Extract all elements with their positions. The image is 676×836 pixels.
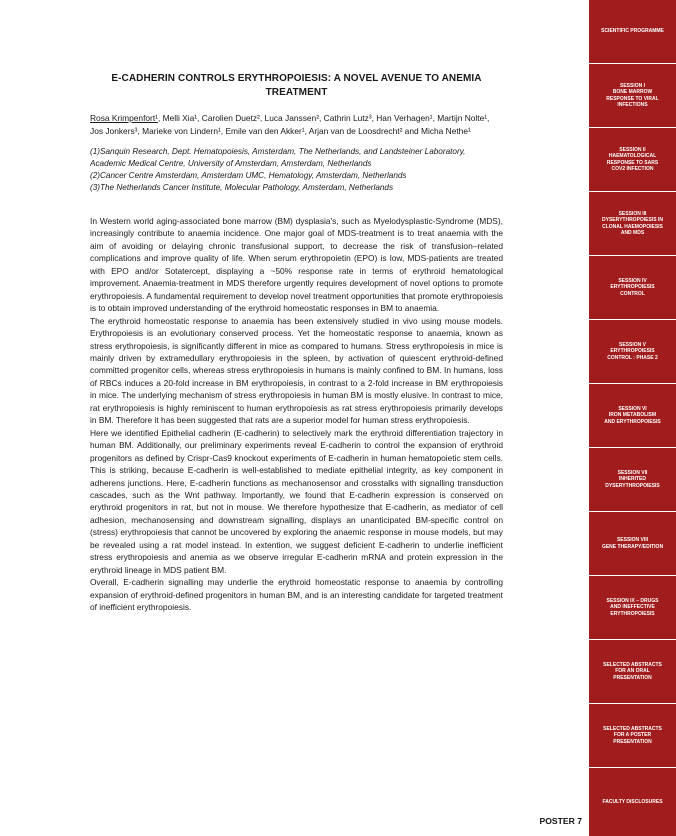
presenting-author: Rosa Krimpenfort¹ <box>90 113 158 123</box>
author-list <box>90 112 503 137</box>
nav-selected-poster[interactable]: SELECTED ABSTRACTS FOR A POSTER PRESENTATION <box>589 704 676 768</box>
nav-session-8[interactable]: SESSION VIII GENE THERAPY/EDITION <box>589 512 676 576</box>
affiliation-line: Academic Medical Centre, University of Amsterdam, Amsterdam, Netherlands <box>90 159 372 168</box>
nav-session-5[interactable]: SESSION V ERYTHROPOIESIS CONTROL : PHASE 2 <box>589 320 676 384</box>
abstract <box>90 72 503 614</box>
nav-faculty-disclosures[interactable]: FACULTY DISCLOSURES <box>589 768 676 836</box>
affiliation-line: (3)The Netherlands Cancer Institute, Molecular Pathology, Amsterdam, Netherlands <box>90 183 394 192</box>
affiliation-line: (2)Cancer Centre Amsterdam, Amsterdam UMC, Hematology, Amsterdam, Netherlands <box>90 171 407 180</box>
nav-session-4[interactable]: SESSION IV ERYTHROPOIESIS CONTROL <box>589 256 676 320</box>
abstract-body <box>90 215 503 614</box>
affiliations <box>90 146 503 194</box>
paragraph: The erythroid homeostatic response to anaemia has been extensively studied in vivo using mouse models. Erythropoiesis is an evolutionary conserved process. Yet the homeostatic response to anaemia, known as stress erythropoiesis, is significantly different in mice as compared to humans. Stress erythropoiesis in mice is mainly driven by extramedullary erythropoiesis in the spleen, by activation of quiescent erythroid-defined committed progenitor cells, whereas stress erythropoiesis in humans is mainly confined to BM. In humans, loss of RBCs induces a 20-fold increase in BM erythropoiesis, in contrast to a 2-fold increase in BM erythropoiesis in mice. The underlying mechanism of stress erythropoiesis in human BM is mostly elusive. In contrast to mice, rat erythropoiesis is highly reminiscent to human erythropoiesis as rat stress erythropoiesis primarily develops in BM. Therefore it has been suggested that rats are a superior model for human stress erythropoiesis. <box>90 315 503 426</box>
poster-number: POSTER 7 <box>539 816 582 826</box>
nav-session-9[interactable]: SESSION IX – DRUGS AND INEFFECTIVE ERYTHROPOIESIS <box>589 576 676 640</box>
paragraph: Overall, E-cadherin signalling may underlie the erythroid homeostatic response to anaemia by controlling expansion of erythroid-defined progenitors in human BM, and is an interesting candidate for targeted treatment of inefficient erythropoiesis. <box>90 577 503 613</box>
affiliation-line: (1)Sanquin Research, Dept. Hematopoiesis, Amsterdam, The Netherlands, and Landsteiner Laboratory, <box>90 147 466 156</box>
paragraph: In Western world aging-associated bone marrow (BM) dysplasia's, such as Myelodysplastic-Syndrome (MDS), increasingly contribute to anaemia incidence. One major goal of MDS-treatment is to treat anaemia with the aim of avoiding or delaying chronic transfusional support, to decrease the risk of transfusion–related complications and improve quality of life. When serum erythropoietin (EPO) is low, MDS-patients are treated with EPO and/or Sotatercept, displaying a ~50% response rate in terms of erythroid hematological improvement. Anaemia-treatment in MDS therefore urgently requires development of novel options to promote erythropoiesis. A fundamental requirement to develop novel treatment opportunities that promote erythropoiesis is to obtain improved understanding of the erythroid homeostatic responses in BM to anaemia. <box>90 216 503 314</box>
abstract-title: E-CADHERIN CONTROLS ERYTHROPOIESIS: A NOVEL AVENUE TO ANEMIA TREATMENT <box>111 73 482 98</box>
nav-session-7[interactable]: SESSION VII INHERITED DYSERYTHROPOIESIS <box>589 448 676 512</box>
nav-session-3[interactable]: SESSION III DYSERYTHROPOIESIS IN CLONAL HAEMOPOIESIS AND MDS <box>589 192 676 256</box>
paragraph: Here we identified Epithelial cadherin (E-cadherin) to selectively mark the erythroid differentiation trajectory in human BM. Additionally, our preliminary experiments reveal E-cadherin to control the expansion of erythroid progenitors as defined by Crispr-Cas9 knockout experiments of E-cadherin in human hematopoietic stem cells. This is striking, because E-cadherin is well-established to mediate epithelial integrity, as key component in adherens junctions. Here, E-cadherin functions as mechanosensor and crosstalks with signalling transduction cascades, such as the Wnt pathway. Importantly, we found that E-cadherin expression is conserved on erythroid progenitors in rat, but not in mouse. We therefore hypothesize that E-cadherin, as mediator of cell adhesion, mechanosensing and downstream signalling, displays an unanticipated BM-specific control on (stress) erythropoiesis that cannot be uncovered by exploring the anaemic response in mouse models, but may be revealed using a rat model instead. In extention, we suggest deficient E-cadherin to underlie inefficient stress erythropoiesis and anemia as we observe irregular E-cadherin mRNA and protein expression in the erythroid lineage in MDS patient BM. <box>90 427 503 575</box>
nav-session-1[interactable]: SESSION I BONE MARROW RESPONSE TO VIRAL INFECTIONS <box>589 64 676 128</box>
nav-session-6[interactable]: SESSION VI IRON METABOLISM AND ERYTHROPOIESIS <box>589 384 676 448</box>
session-navigation-sidebar <box>589 0 676 836</box>
nav-selected-oral[interactable]: SELECTED ABSTRACTS FOR AN ORAL PRESENTATION <box>589 640 676 704</box>
co-authors: , Melli Xia¹, Carolien Duetz², Luca Janssen², Cathrin Lutz³, Han Verhagen¹, Martijn Nolte¹, Jos Jonkers³, Marieke von Lindern¹, Emile van den Akker¹, Arjan van de Loosdrecht² and Micha Nethe¹ <box>90 113 490 136</box>
nav-scientific-programme[interactable]: SCIENTIFIC PROGRAMME <box>589 0 676 64</box>
nav-session-2[interactable]: SESSION II HAEMATOLOGICAL RESPONSE TO SARS COV2 INFECTION <box>589 128 676 192</box>
